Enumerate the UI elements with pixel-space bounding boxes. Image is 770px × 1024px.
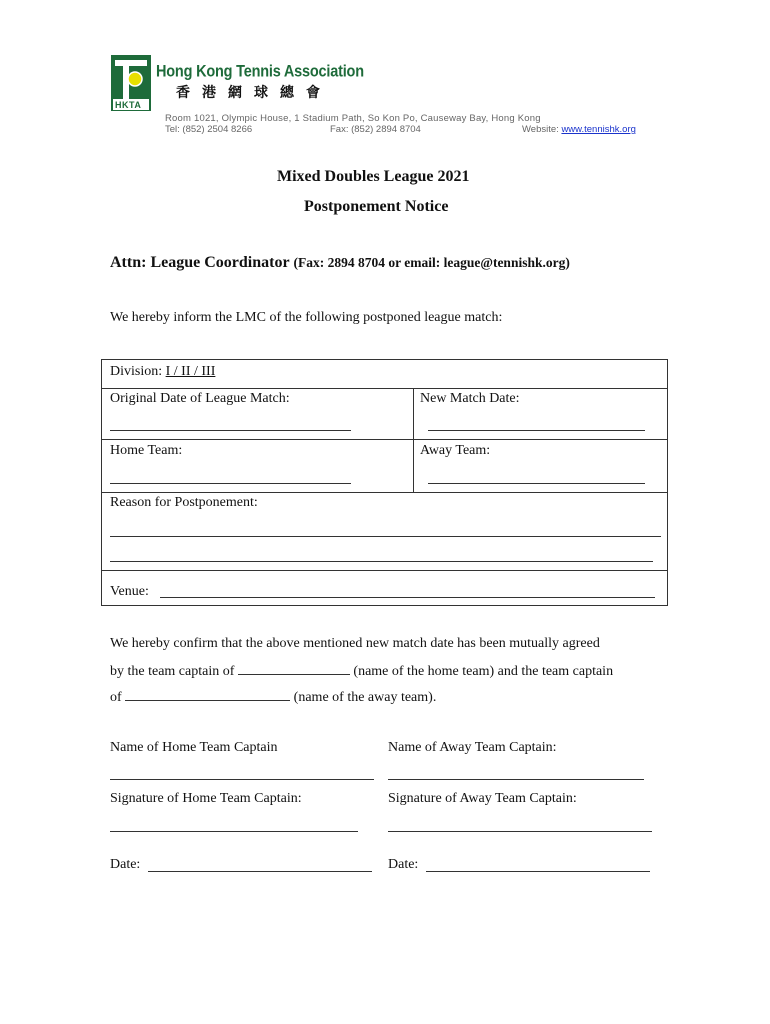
confirm-text-home-b: (name of the home team) and the team captain bbox=[353, 664, 614, 679]
org-name-en: Hong Kong Tennis Association bbox=[156, 63, 364, 81]
home-captain-name-label: Name of Home Team Captain bbox=[110, 740, 278, 755]
row-divider bbox=[102, 439, 667, 440]
document-title: Mixed Doubles League 2021 bbox=[277, 168, 470, 185]
confirm-text-away-b: (name of the away team). bbox=[293, 690, 437, 705]
confirm-text-home-a: by the team captain of bbox=[110, 664, 235, 679]
away-team-input[interactable] bbox=[428, 483, 645, 484]
confirm-line-1: We hereby confirm that the above mentioned new match date has been mutually agreed bbox=[110, 636, 600, 651]
away-team-label: Away Team: bbox=[420, 443, 491, 458]
home-captain-signature-input[interactable] bbox=[110, 831, 358, 832]
org-address: Room 1021, Olympic House, 1 Stadium Path, So Kon Po, Causeway Bay, Hong Kong bbox=[165, 113, 541, 124]
org-fax: Fax: (852) 2894 8704 bbox=[330, 124, 421, 135]
reason-input-line-2[interactable] bbox=[110, 561, 653, 562]
column-divider bbox=[413, 388, 414, 492]
hkta-logo bbox=[111, 55, 151, 111]
division-field[interactable] bbox=[110, 364, 215, 380]
home-team-name-blank[interactable] bbox=[238, 662, 350, 675]
website-link[interactable]: www.tennishk.org bbox=[561, 124, 636, 135]
original-date-input[interactable] bbox=[110, 430, 351, 431]
away-captain-signature-label: Signature of Away Team Captain: bbox=[388, 791, 577, 806]
home-date-input[interactable] bbox=[148, 871, 372, 872]
row-divider bbox=[102, 388, 667, 389]
away-date-label: Date: bbox=[388, 857, 419, 872]
org-website bbox=[522, 124, 636, 135]
website-label: Website: bbox=[522, 124, 559, 135]
confirm-line-2 bbox=[110, 662, 613, 680]
away-team-name-blank[interactable] bbox=[125, 688, 290, 701]
confirm-text-away-a: of bbox=[110, 690, 122, 705]
venue-label: Venue: bbox=[110, 584, 149, 599]
home-captain-name-input[interactable] bbox=[110, 779, 374, 780]
row-divider bbox=[102, 570, 667, 571]
reason-input-line-1[interactable] bbox=[110, 536, 661, 537]
org-name-zh: 香港網球總會 bbox=[176, 85, 332, 101]
original-date-label: Original Date of League Match: bbox=[110, 391, 290, 406]
home-date-label: Date: bbox=[110, 857, 141, 872]
division-options[interactable]: I / II / III bbox=[165, 364, 216, 379]
row-divider bbox=[102, 492, 667, 493]
reason-label: Reason for Postponement: bbox=[110, 495, 258, 510]
logo-lettering: HKTA bbox=[115, 100, 142, 110]
document-subtitle: Postponement Notice bbox=[304, 198, 449, 215]
attention-recipient: Attn: League Coordinator bbox=[110, 254, 290, 271]
away-captain-signature-input[interactable] bbox=[388, 831, 652, 832]
home-team-input[interactable] bbox=[110, 483, 351, 484]
org-tel: Tel: (852) 2504 8266 bbox=[165, 124, 253, 135]
confirm-line-3 bbox=[110, 688, 436, 706]
attention-contact: (Fax: 2894 8704 or email: league@tennishk.org) bbox=[293, 255, 570, 270]
away-date-input[interactable] bbox=[426, 871, 650, 872]
new-date-input[interactable] bbox=[428, 430, 645, 431]
division-label: Division: bbox=[110, 364, 163, 379]
postponement-form-table bbox=[101, 359, 668, 606]
home-team-label: Home Team: bbox=[110, 443, 183, 458]
attention-line bbox=[110, 254, 570, 272]
new-date-label: New Match Date: bbox=[420, 391, 520, 406]
intro-text: We hereby inform the LMC of the following postponed league match: bbox=[110, 310, 503, 325]
venue-input[interactable] bbox=[160, 597, 655, 598]
away-captain-name-label: Name of Away Team Captain: bbox=[388, 740, 557, 755]
home-captain-signature-label: Signature of Home Team Captain: bbox=[110, 791, 302, 806]
away-captain-name-input[interactable] bbox=[388, 779, 644, 780]
